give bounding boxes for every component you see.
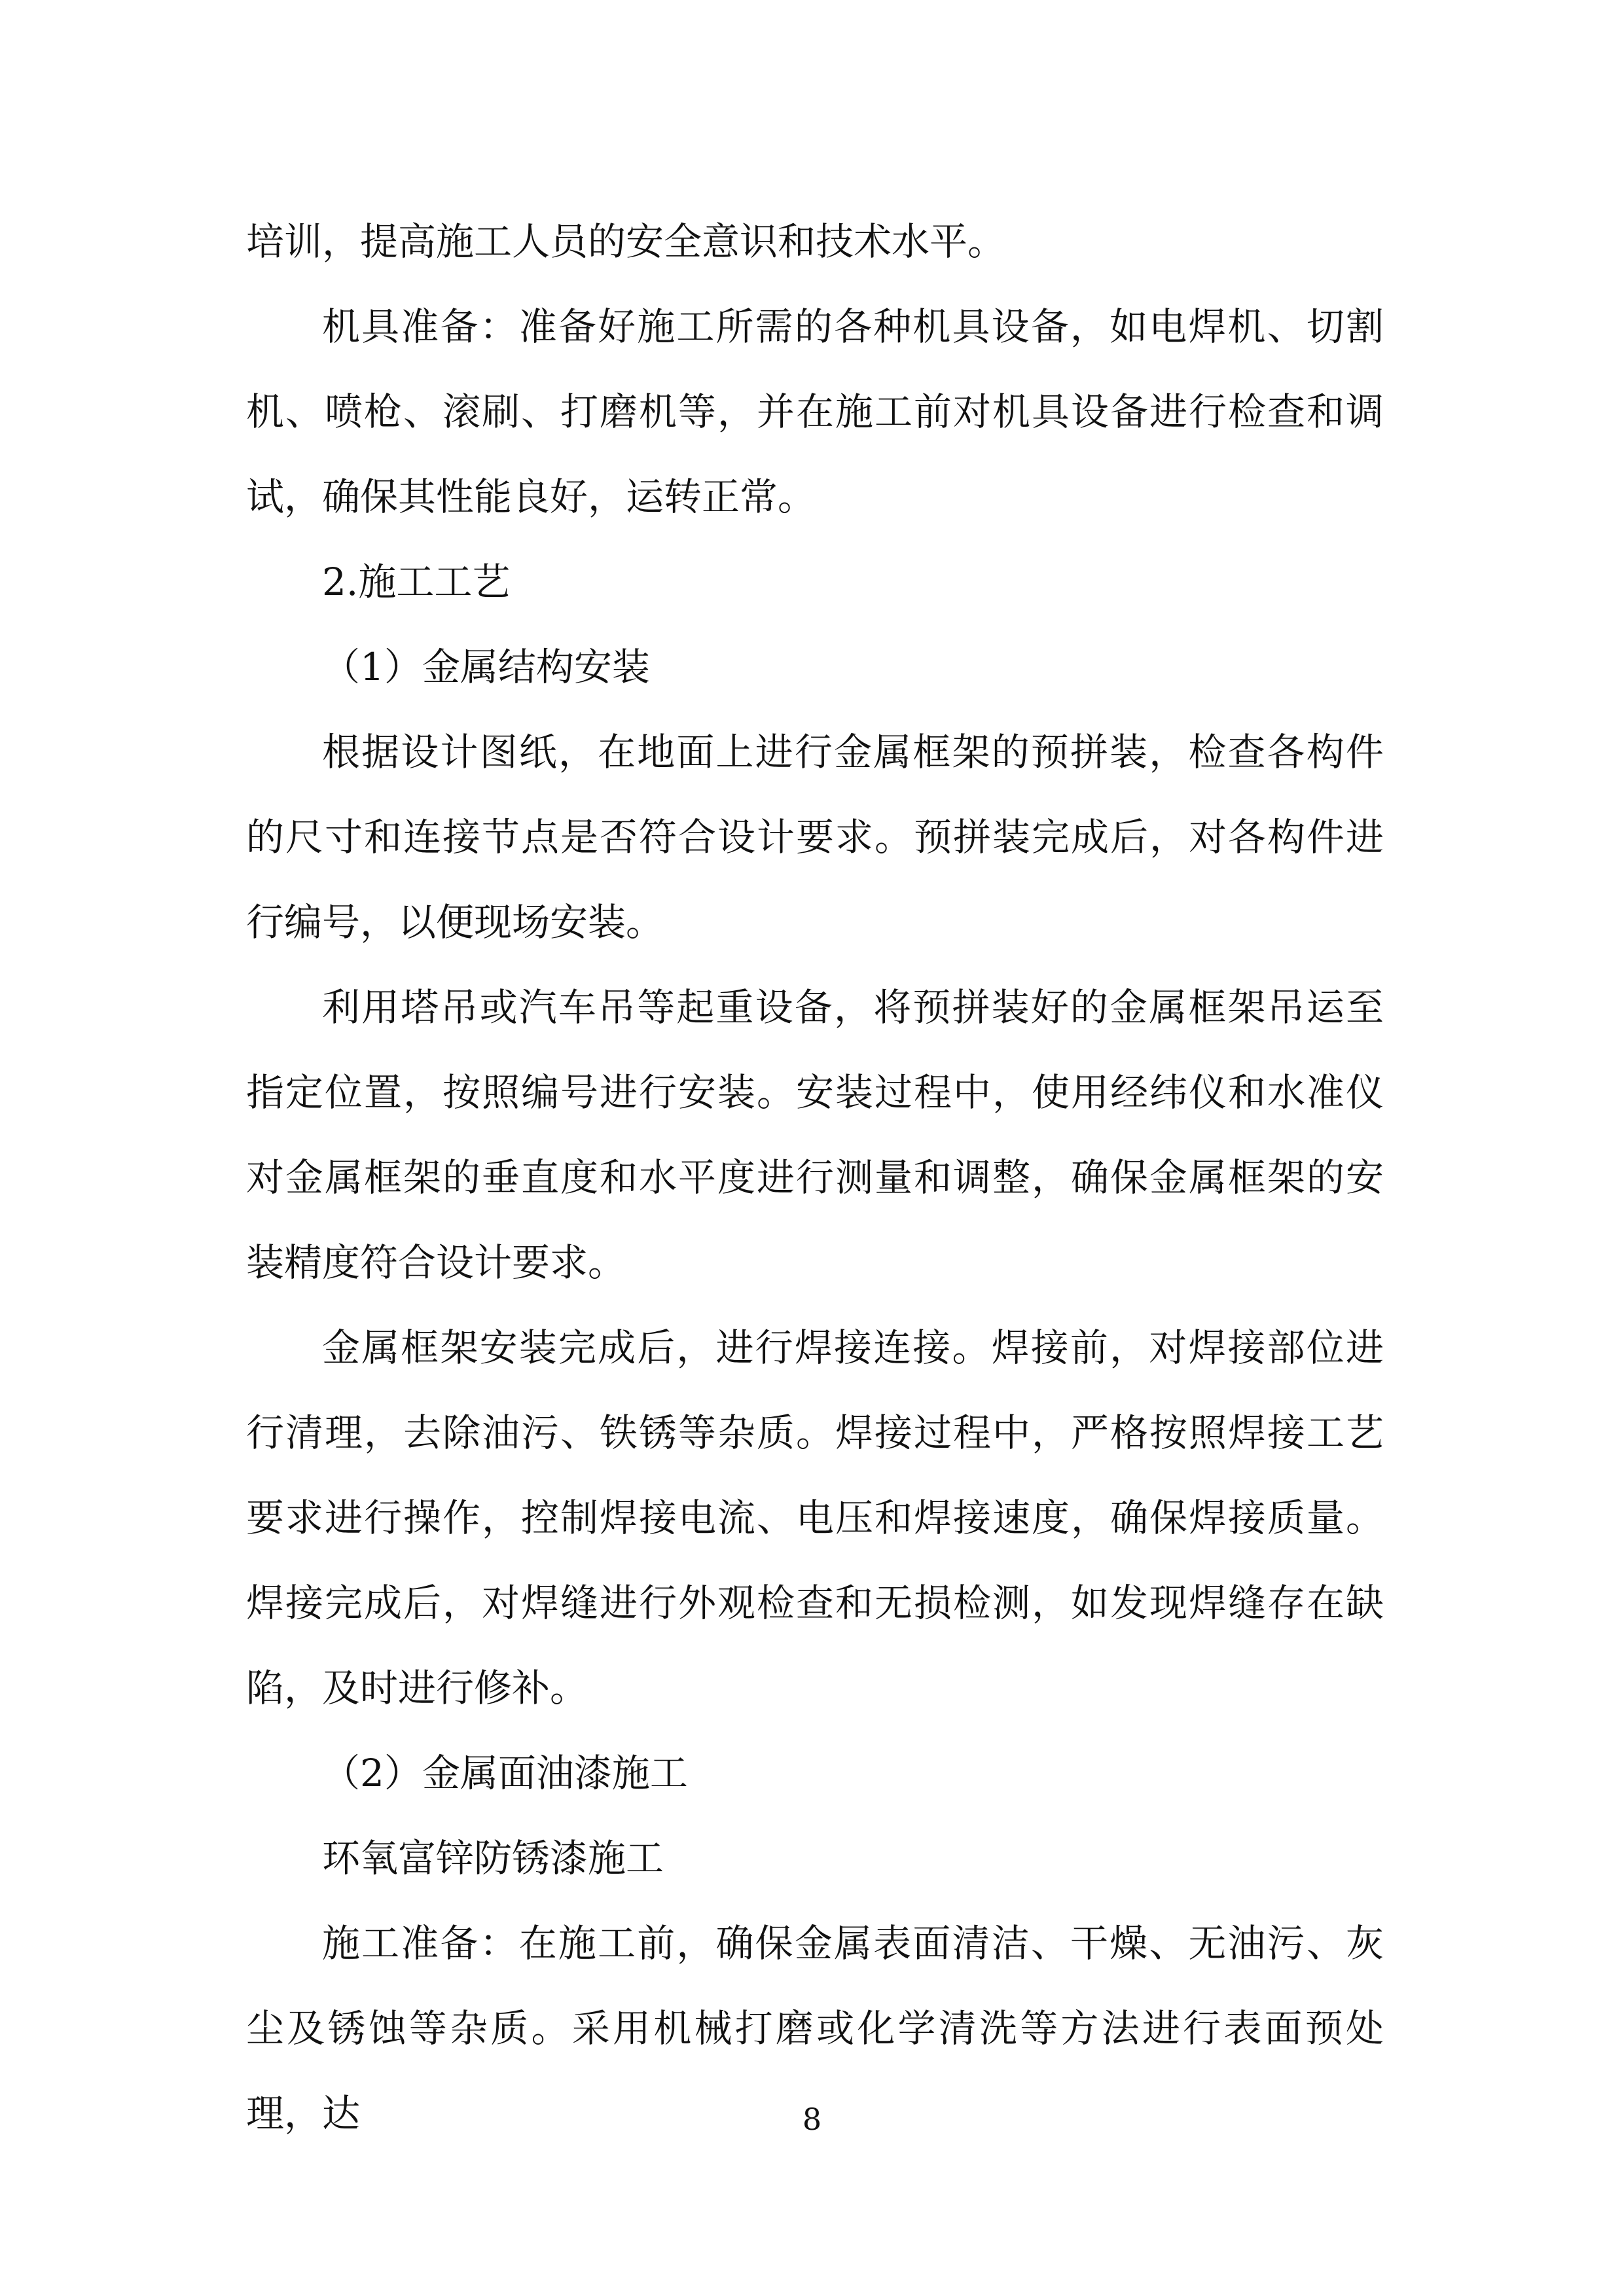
paragraph-equipment-preparation: 机具准备：准备好施工所需的各种机具设备，如电焊机、切割机、喷枪、滚刷、打磨机等，并在施工前对机具设备进行检查和调试，确保其性能良好，运转正常。 [246, 304, 1384, 519]
paragraph-welding: 金属框架安装完成后，进行焊接连接。焊接前，对焊接部位进行清理，去除油污、铁锈等杂质。焊接过程中，严格按照焊接工艺要求进行操作，控制焊接电流、电压和焊接速度，确保焊接质量。焊接完成后，对焊缝进行外观检查和无损检测，如发现焊缝存在缺陷，及时进行修补。 [246, 1325, 1384, 1710]
document-body [246, 199, 1384, 2156]
paragraph-training-continuation: 培训，提高施工人员的安全意识和技术水平。 [246, 219, 1006, 264]
subsection-heading-metal-painting: （2）金属面油漆施工 [322, 1751, 688, 1795]
subsection-heading-metal-structure-installation: （1）金属结构安装 [322, 645, 650, 689]
paragraph-painting-preparation: 施工准备：在施工前，确保金属表面清洁、干燥、无油污、灰尘及锈蚀等杂质。采用机械打磨或化学清洗等方法进行表面预处理，达 [246, 1921, 1384, 2136]
paragraph-pre-assembly: 根据设计图纸，在地面上进行金属框架的预拼装，检查各构件的尺寸和连接节点是否符合设计要求。预拼装完成后，对各构件进行编号，以便现场安装。 [246, 730, 1384, 944]
section-heading-construction-process: 2.施工工艺 [322, 560, 511, 604]
paragraph-epoxy-zinc-primer-title: 环氧富锌防锈漆施工 [322, 1836, 664, 1880]
page-number: 8 [802, 2102, 822, 2137]
paragraph-hoisting-installation: 利用塔吊或汽车吊等起重设备，将预拼装好的金属框架吊运至指定位置，按照编号进行安装。安装过程中，使用经纬仪和水准仪对金属框架的垂直度和水平度进行测量和调整，确保金属框架的安装精度符合设计要求。 [246, 985, 1384, 1285]
